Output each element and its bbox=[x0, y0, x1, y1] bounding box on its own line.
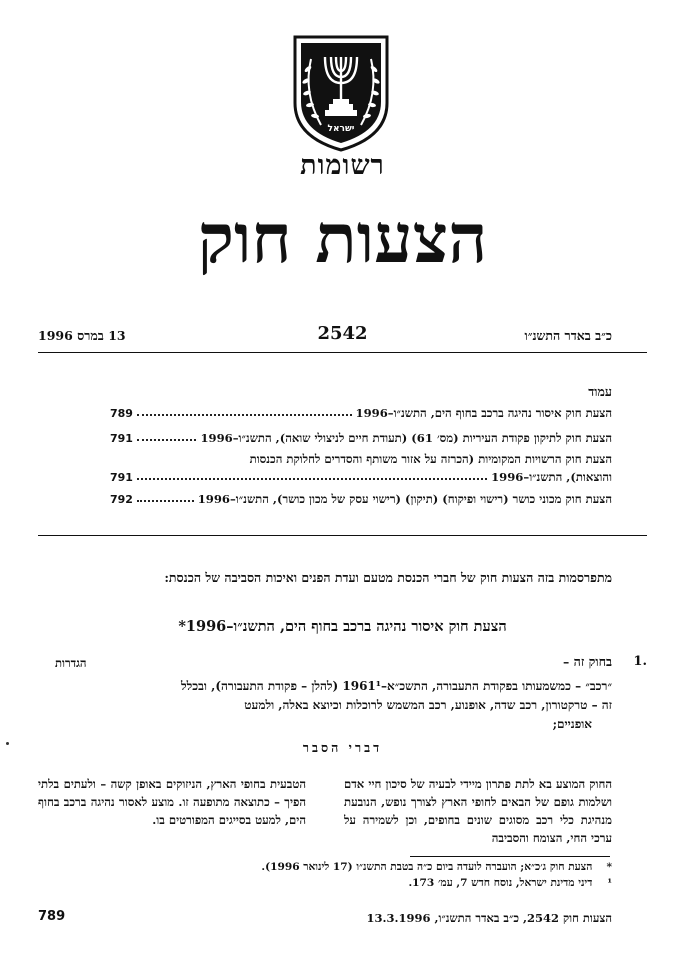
toc-item bbox=[110, 406, 612, 420]
footnote bbox=[261, 861, 612, 873]
footnote-mark: ¹ bbox=[607, 877, 612, 889]
section-number: 1. bbox=[633, 654, 647, 669]
toc-item-title: הצעת חוק איסור נהיגה ברכב בחוף הים, התשנ״ו–1996 bbox=[355, 406, 612, 420]
footnote-mark: * bbox=[606, 861, 612, 873]
toc-rule bbox=[38, 535, 647, 536]
toc-leader bbox=[137, 478, 487, 480]
state-emblem bbox=[291, 33, 391, 153]
toc-item-title-line1: הצעת חוק הרשויות המקומיות (הכרזה על אזור משותף והסדרים לחלוקת הכנסות bbox=[249, 452, 612, 466]
section-text: בחוק זה – bbox=[563, 654, 612, 669]
toc-page-label: עמוד bbox=[588, 384, 612, 399]
toc-item-page: 791 bbox=[110, 432, 133, 445]
footer-citation: הצעות חוק 2542, כ״ב באדר התשנ״ו, 13.3.1996 bbox=[366, 911, 612, 925]
toc-item-title: הצעת חוק מכוני כושר (רישוי ופיקוח) (תיקון) (רישוי עסק של מכון כושר), התשנ״ו–1996 bbox=[197, 492, 612, 506]
header-rule bbox=[38, 352, 647, 353]
series-name: רשומות bbox=[300, 150, 385, 181]
toc-leader bbox=[137, 439, 197, 441]
definition-line: ״רכב״ – כמשמעותו בפקודת התעבורה, התשכ״א–1961¹ (להלן – פקודת התעבורה), ובכלל bbox=[181, 679, 612, 693]
footnote bbox=[408, 877, 612, 889]
intro-text: מתפרסמות בזה הצעות חוק של חברי הכנסת מטעם ועדת הפנים ואיכות הסביבה של הכנסת: bbox=[164, 570, 612, 585]
toc-item-title: הצעת חוק לתיקון פקודת העיריות (מס׳ 61) (תעודת חיים לניצולי שואה), התשנ״ו–1996 bbox=[200, 431, 612, 445]
footer-page-number: 789 bbox=[38, 909, 66, 924]
date-hebrew: כ״ב באדר התשנ״ו bbox=[524, 328, 612, 343]
bill-title: הצעת חוק איסור נהיגה ברכב בחוף הים, התשנ״ו–1996* bbox=[178, 618, 507, 635]
toc-item bbox=[110, 431, 612, 445]
toc-item-page: 791 bbox=[110, 471, 133, 484]
footnote-text: הצעת חוק ג׳כ״א; הועברה לועדה ביום כ״ה בטבת התשנ״ו (17 לינואר 1996). bbox=[261, 861, 593, 873]
explanation-title: דברי הסבר bbox=[302, 740, 383, 755]
toc-item bbox=[110, 470, 612, 484]
issue-number: 2542 bbox=[317, 323, 368, 344]
toc-leader bbox=[137, 500, 194, 502]
explanation-column-left: הטבעית בחופי הארץ, הניזוקים באופן קשה – ולעתים בלתי הפיך – כתוצאה מתופעה זו. מוצע לאסור נהיגה ברכב בחוף הים, למעט בסייגים המפורטים בו. bbox=[38, 777, 306, 827]
margin-label: הגדרות bbox=[55, 656, 87, 670]
toc-item-page: 792 bbox=[110, 493, 133, 506]
definition-line: אופניים; bbox=[552, 717, 592, 731]
page-title: הצעות חוק bbox=[197, 199, 488, 279]
toc-item bbox=[110, 492, 612, 506]
definition-line: זה – טרקטורון, רכב שדה, אופנוע, רכב המשמש לרוכלות וכיוצא באלה, ולמעט bbox=[244, 698, 612, 712]
footnote-text: דיני מדינת ישראל, נוסח חדש 7, עמ׳ 173. bbox=[408, 877, 593, 889]
emblem-label: ישראל bbox=[327, 124, 355, 134]
date-gregorian: 13 במרס 1996 bbox=[38, 328, 126, 343]
toc-item-page: 789 bbox=[110, 407, 133, 420]
toc-item-title: והוצאות), התשנ״ו–1996 bbox=[491, 470, 612, 484]
toc-leader bbox=[137, 414, 352, 416]
footnote-rule bbox=[410, 856, 610, 857]
explanation-column-right: החוק המוצע בא לתת פתרון מיידי לבעיה של סיכון חיי אדם ושלמות גופם של הבאים לחופי הארץ לצורך נופש, הנובעת מנהיגת כלי רכב מסוגים שונים בחופים, וכן לשמירה על ערכי החי, הצומח והסביבה bbox=[344, 777, 612, 845]
